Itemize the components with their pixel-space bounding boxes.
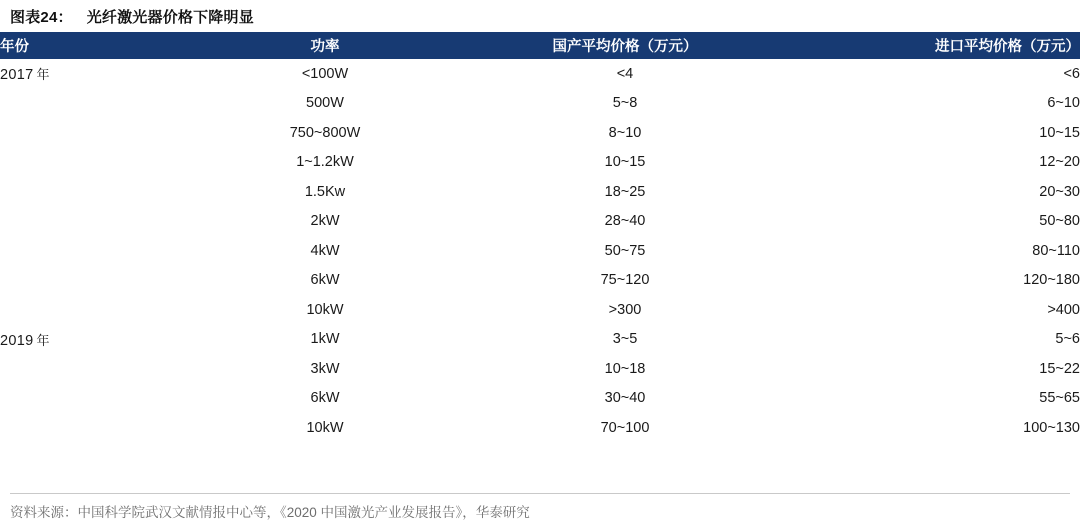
cell-import-price: 100~130 — [1023, 419, 1080, 436]
table-header — [0, 32, 1080, 59]
cell-import-price: 10~15 — [1039, 124, 1080, 141]
cell-import-price: 50~80 — [1039, 213, 1080, 230]
table-row — [0, 177, 1080, 207]
cell-year — [0, 266, 175, 296]
cell-year — [0, 59, 175, 89]
year-number: 2019 — [0, 332, 34, 349]
cell-year — [0, 177, 175, 207]
cell-import-price: 80~110 — [1032, 242, 1080, 259]
source-text: 资料来源：中国科学院武汉文献情报中心等，《2020 中国激光产业发展报告》，华泰研究 — [10, 505, 530, 520]
cell-domestic-price: 10~15 — [604, 154, 646, 171]
source-section — [10, 493, 1070, 521]
cell-power: <100W — [301, 65, 349, 82]
table-row — [0, 325, 1080, 355]
cell-year — [0, 148, 175, 178]
cell-domestic-price: 8~10 — [608, 124, 642, 141]
table-row — [0, 295, 1080, 325]
cell-domestic-price: >300 — [608, 301, 642, 318]
cell-year — [0, 354, 175, 384]
cell-power: 500W — [306, 95, 344, 112]
cell-import-price: 20~30 — [1039, 183, 1080, 200]
cell-power: 10kW — [306, 419, 344, 436]
cell-domestic-price: 18~25 — [604, 183, 646, 200]
cell-year — [0, 325, 175, 355]
cell-import-price: 5~6 — [1055, 331, 1080, 348]
column-header-year: 年份 — [0, 32, 175, 59]
cell-domestic-price: 3~5 — [612, 331, 638, 348]
figure-number-label: 图表24： — [10, 8, 73, 26]
column-header-import-price: 进口平均价格（万元） — [775, 32, 1080, 59]
figure-title — [0, 0, 1080, 32]
cell-year — [0, 413, 175, 443]
year-number: 2017 — [0, 67, 34, 84]
cell-import-price: <6 — [1063, 65, 1080, 82]
cell-year — [0, 118, 175, 148]
cell-import-price: 15~22 — [1039, 360, 1080, 377]
table-header-row — [0, 32, 1080, 59]
column-header-power: 功率 — [175, 32, 475, 59]
cell-year — [0, 89, 175, 119]
column-header-domestic-price: 国产平均价格（万元） — [475, 32, 775, 59]
cell-import-price: 55~65 — [1039, 390, 1080, 407]
figure-title-text: 光纤激光器价格下降明显 — [86, 8, 254, 26]
table-row — [0, 413, 1080, 443]
cell-import-price: 6~10 — [1047, 95, 1080, 112]
cell-power: 4kW — [310, 242, 340, 259]
cell-domestic-price: 5~8 — [612, 95, 638, 112]
table-row — [0, 148, 1080, 178]
table-row — [0, 59, 1080, 89]
cell-domestic-price: 28~40 — [604, 213, 646, 230]
cell-domestic-price: 10~18 — [604, 360, 646, 377]
price-table — [0, 32, 1080, 443]
year-unit: 年 — [36, 332, 50, 348]
cell-power: 1~1.2kW — [296, 154, 354, 171]
table-row — [0, 118, 1080, 148]
cell-year — [0, 207, 175, 237]
table-row — [0, 384, 1080, 414]
table-row — [0, 207, 1080, 237]
cell-year — [0, 236, 175, 266]
cell-import-price: 12~20 — [1039, 154, 1080, 171]
cell-power: 3kW — [310, 360, 340, 377]
cell-power: 6kW — [310, 272, 340, 289]
year-unit: 年 — [36, 67, 50, 83]
table-row — [0, 89, 1080, 119]
table-body — [0, 59, 1080, 443]
cell-import-price: >400 — [1047, 301, 1080, 318]
cell-import-price: 120~180 — [1023, 272, 1080, 289]
table-bottom-spacer — [0, 443, 1080, 488]
cell-power: 2kW — [310, 213, 340, 230]
cell-power: 750~800W — [289, 124, 361, 141]
table-row — [0, 354, 1080, 384]
cell-power: 10kW — [306, 301, 344, 318]
cell-domestic-price: <4 — [616, 65, 634, 82]
cell-domestic-price: 50~75 — [604, 242, 646, 259]
table-row — [0, 236, 1080, 266]
cell-power: 1kW — [310, 331, 340, 348]
cell-power: 1.5Kw — [304, 183, 346, 200]
table-row — [0, 266, 1080, 296]
cell-domestic-price: 70~100 — [600, 419, 650, 436]
cell-year — [0, 295, 175, 325]
cell-power: 6kW — [310, 390, 340, 407]
cell-year — [0, 384, 175, 414]
cell-domestic-price: 75~120 — [600, 272, 650, 289]
cell-domestic-price: 30~40 — [604, 390, 646, 407]
